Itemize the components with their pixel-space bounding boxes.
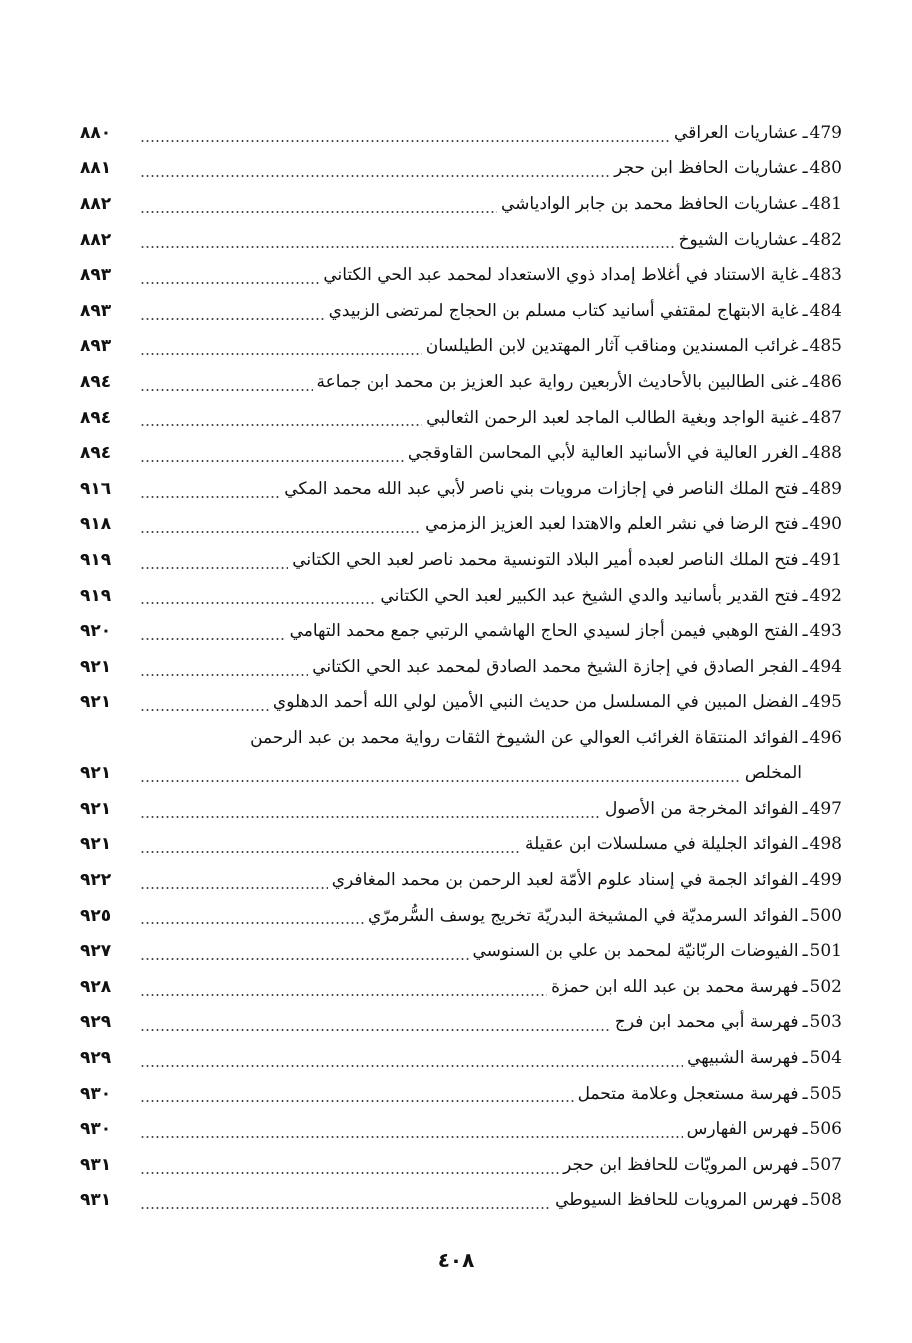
entry-page-number: ٩٢٨ bbox=[80, 976, 112, 997]
entry-number: 486 bbox=[809, 371, 842, 392]
page-number: ٤٠٨ bbox=[437, 1248, 475, 1272]
entry-page-number: ٩١٩ bbox=[80, 549, 112, 570]
dot-leader bbox=[140, 994, 547, 996]
toc-entry bbox=[80, 400, 842, 436]
toc-entry bbox=[80, 720, 842, 791]
entry-number: 496 bbox=[809, 727, 842, 748]
toc-entry bbox=[80, 471, 842, 507]
entry-page-number: ٩٢٥ bbox=[80, 905, 112, 926]
entry-page-number: ٩٢٧ bbox=[80, 941, 112, 962]
entry-page-number: ٩١٩ bbox=[80, 585, 112, 606]
entry-separator: ـ bbox=[802, 549, 808, 570]
entry-separator: ـ bbox=[802, 870, 808, 891]
entry-separator: ـ bbox=[802, 1154, 808, 1175]
entry-title: الفوائد المخرجة من الأصول bbox=[604, 798, 799, 819]
entry-title: عشاريات الشيوخ bbox=[678, 229, 799, 250]
entry-number: 504 bbox=[809, 1048, 842, 1069]
entry-number: 494 bbox=[809, 656, 842, 677]
toc-entry bbox=[80, 898, 842, 934]
dot-leader bbox=[140, 389, 313, 391]
entry-number: 487 bbox=[809, 407, 842, 428]
entry-page-number: ٩٢١ bbox=[80, 692, 112, 713]
entry-number: 501 bbox=[809, 941, 842, 962]
entry-title: غاية الابتهاج لمقتفي أسانيد كتاب مسلم بن الحجاج لمرتضى الزبيدي bbox=[328, 300, 799, 321]
entry-page-number: ٩٢٠ bbox=[80, 621, 112, 642]
entry-separator: ـ bbox=[802, 727, 808, 748]
entry-number: 482 bbox=[809, 229, 842, 250]
toc-entry bbox=[80, 507, 842, 543]
entry-number: 490 bbox=[809, 514, 842, 535]
entry-page-number: ٨٩٤ bbox=[80, 371, 112, 392]
entry-title: فهرسة محمد بن عبد الله ابن حمزة bbox=[551, 976, 799, 997]
dot-leader bbox=[140, 460, 404, 462]
entry-separator: ـ bbox=[802, 336, 808, 357]
entry-title: الغرر العالية في الأسانيد العالية لأبي المحاسن القاوقجي bbox=[407, 443, 799, 464]
dot-leader bbox=[140, 887, 328, 889]
toc-entry bbox=[80, 649, 842, 685]
toc-entry bbox=[80, 1147, 842, 1183]
entry-number: 479 bbox=[809, 122, 842, 143]
entry-page-number: ٩٢٢ bbox=[80, 870, 112, 891]
entry-separator: ـ bbox=[802, 656, 808, 677]
entry-separator: ـ bbox=[802, 976, 808, 997]
toc-entry bbox=[80, 862, 842, 898]
dot-leader bbox=[140, 353, 422, 355]
toc-entry bbox=[80, 1076, 842, 1112]
entry-title: فتح القدير بأسانيد والدي الشيخ عبد الكبير لعبد الحي الكتاني bbox=[380, 585, 799, 606]
entry-number: 493 bbox=[809, 621, 842, 642]
dot-leader bbox=[140, 211, 497, 213]
entry-separator: ـ bbox=[802, 158, 808, 179]
entry-separator: ـ bbox=[802, 1190, 808, 1211]
entry-page-number: ٩٢٩ bbox=[80, 1048, 112, 1069]
entry-title: فتح الملك الناصر في إجازات مرويات بني ناصر لأبي عبد الله محمد المكي bbox=[284, 478, 799, 499]
entry-page-number: ٨٩٣ bbox=[80, 336, 112, 357]
entry-separator: ـ bbox=[802, 407, 808, 428]
toc-entry bbox=[80, 257, 842, 293]
entry-title: الفتح الوهبي فيمن أجاز لسيدي الحاج الهاشمي الرتبي جمع محمد التهامي bbox=[289, 621, 799, 642]
dot-leader bbox=[140, 1136, 683, 1138]
entry-number: 484 bbox=[809, 300, 842, 321]
toc-entry bbox=[80, 435, 842, 471]
dot-leader bbox=[140, 780, 741, 782]
toc-entry bbox=[80, 1005, 842, 1041]
entry-page-number: ٩٣٠ bbox=[80, 1083, 112, 1104]
dot-leader bbox=[140, 816, 601, 818]
entry-number: 505 bbox=[809, 1083, 842, 1104]
entry-separator: ـ bbox=[802, 1048, 808, 1069]
entry-page-number: ٩٣١ bbox=[80, 1190, 112, 1211]
dot-leader bbox=[140, 1029, 611, 1031]
dot-leader bbox=[140, 1065, 683, 1067]
entry-separator: ـ bbox=[802, 193, 808, 214]
toc-entry bbox=[80, 791, 842, 827]
dot-leader bbox=[140, 1207, 551, 1209]
dot-leader bbox=[140, 140, 670, 142]
entry-number: 502 bbox=[809, 976, 842, 997]
entry-number: 491 bbox=[809, 549, 842, 570]
entry-title: فهرس المرويّات للحافظ ابن حجر bbox=[563, 1154, 799, 1175]
dot-leader bbox=[140, 282, 319, 284]
toc-entry bbox=[80, 578, 842, 614]
entry-title: الفوائد السرمديّة في المشيخة البدريّة تخريج يوسف السُّرمرّي bbox=[367, 905, 799, 926]
entry-title: فتح الملك الناصر لعبده أمير البلاد التونسية محمد ناصر لعبد الحي الكتاني bbox=[292, 549, 799, 570]
entry-title: غرائب المسندين ومناقب آثار المهتدين لابن الطيلسان bbox=[425, 336, 799, 357]
toc-entry bbox=[80, 1040, 842, 1076]
entry-separator: ـ bbox=[802, 621, 808, 642]
dot-leader bbox=[140, 922, 364, 924]
entry-separator: ـ bbox=[802, 478, 808, 499]
entry-page-number: ٨٩٤ bbox=[80, 443, 112, 464]
entry-number: 507 bbox=[809, 1154, 842, 1175]
dot-leader bbox=[140, 496, 280, 498]
entry-page-number: ٨٩٤ bbox=[80, 407, 112, 428]
entry-page-number: ٩٢١ bbox=[80, 656, 112, 677]
toc-entry bbox=[80, 1183, 842, 1219]
toc-entry bbox=[80, 222, 842, 258]
toc-entry bbox=[80, 1111, 842, 1147]
entry-number: 489 bbox=[809, 478, 842, 499]
dot-leader bbox=[140, 602, 376, 604]
entry-number: 503 bbox=[809, 1012, 842, 1033]
entry-number: 506 bbox=[809, 1119, 842, 1140]
toc-entry bbox=[80, 293, 842, 329]
entry-title-continued: المخلص bbox=[744, 763, 802, 784]
dot-leader bbox=[140, 318, 325, 320]
entry-title: فهرس المرويات للحافظ السيوطي bbox=[555, 1190, 799, 1211]
toc-entry bbox=[80, 186, 842, 222]
entry-title: عشاريات الحافظ ابن حجر bbox=[614, 158, 799, 179]
entry-title: الفجر الصادق في إجازة الشيخ محمد الصادق لمحمد عبد الحي الكتاني bbox=[312, 656, 799, 677]
entry-title: فهرس الفهارس bbox=[686, 1119, 799, 1140]
entry-number: 481 bbox=[809, 193, 842, 214]
entry-title: فهرسة أبي محمد ابن فرج bbox=[614, 1012, 799, 1033]
entry-page-number: ٩٢٩ bbox=[80, 1012, 112, 1033]
entry-page-number: ٩١٨ bbox=[80, 514, 112, 535]
entry-separator: ـ bbox=[802, 265, 808, 286]
toc-entry bbox=[80, 151, 842, 187]
entry-separator: ـ bbox=[802, 585, 808, 606]
entry-separator: ـ bbox=[802, 941, 808, 962]
dot-leader bbox=[140, 958, 469, 960]
entry-title: الفوائد الجليلة في مسلسلات ابن عقيلة bbox=[524, 834, 799, 855]
entry-separator: ـ bbox=[802, 229, 808, 250]
entry-page-number: ٨٨٢ bbox=[80, 193, 112, 214]
entry-page-number: ٩٢١ bbox=[80, 798, 112, 819]
entry-separator: ـ bbox=[802, 1119, 808, 1140]
dot-leader bbox=[140, 709, 269, 711]
dot-leader bbox=[140, 851, 521, 853]
entry-title: فتح الرضا في نشر العلم والاهتدا لعبد العزيز الزمزمي bbox=[425, 514, 799, 535]
entry-number: 495 bbox=[809, 692, 842, 713]
entry-number: 498 bbox=[809, 834, 842, 855]
entry-title: الفوائد الجمة في إسناد علوم الأمّة لعبد الرحمن بن محمد المغافري bbox=[331, 870, 799, 891]
entry-page-number: ٨٨١ bbox=[80, 158, 112, 179]
entry-title: فهرسة الشبيهي bbox=[687, 1048, 799, 1069]
toc-entry bbox=[80, 969, 842, 1005]
entry-number: 485 bbox=[809, 336, 842, 357]
entry-number: 488 bbox=[809, 443, 842, 464]
toc-entry bbox=[80, 933, 842, 969]
entry-number: 483 bbox=[809, 265, 842, 286]
entry-separator: ـ bbox=[802, 122, 808, 143]
table-of-contents bbox=[80, 115, 842, 1218]
entry-page-number: ٩١٦ bbox=[80, 478, 112, 499]
entry-page-number: ٨٩٣ bbox=[80, 265, 112, 286]
entry-number: 497 bbox=[809, 798, 842, 819]
entry-title: عشاريات الحافظ محمد بن جابر الوادياشي bbox=[501, 193, 799, 214]
dot-leader bbox=[140, 1172, 559, 1174]
toc-entry bbox=[80, 613, 842, 649]
entry-page-number: ٨٨٠ bbox=[80, 122, 112, 143]
dot-leader bbox=[140, 567, 288, 569]
entry-page-number: ٩٢١ bbox=[80, 763, 112, 784]
entry-number: 499 bbox=[809, 870, 842, 891]
dot-leader bbox=[140, 1100, 574, 1102]
toc-entry bbox=[80, 827, 842, 863]
dot-leader bbox=[140, 246, 675, 248]
entry-title: غنية الواجد وبغية الطالب الماجد لعبد الرحمن الثعالبي bbox=[426, 407, 799, 428]
entry-page-number: ٩٣١ bbox=[80, 1154, 112, 1175]
entry-title: غنى الطالبين بالأحاديث الأربعين رواية عبد العزيز بن محمد ابن جماعة bbox=[316, 371, 799, 392]
entry-separator: ـ bbox=[802, 371, 808, 392]
entry-number: 492 bbox=[809, 585, 842, 606]
entry-title: الفضل المبين في المسلسل من حديث النبي الأمين لولي الله أحمد الدهلوي bbox=[272, 692, 799, 713]
dot-leader bbox=[140, 175, 610, 177]
dot-leader bbox=[140, 674, 308, 676]
entry-title: الفوائد المنتقاة الغرائب العوالي عن الشيوخ الثقات رواية محمد بن عبد الرحمن bbox=[250, 727, 799, 748]
entry-number: 508 bbox=[809, 1190, 842, 1211]
entry-separator: ـ bbox=[802, 692, 808, 713]
dot-leader bbox=[140, 531, 421, 533]
entry-number: 480 bbox=[809, 158, 842, 179]
dot-leader bbox=[140, 424, 422, 426]
entry-page-number: ٨٨٢ bbox=[80, 229, 112, 250]
entry-separator: ـ bbox=[802, 514, 808, 535]
toc-entry bbox=[80, 685, 842, 721]
dot-leader bbox=[140, 638, 286, 640]
entry-title: عشاريات العراقي bbox=[674, 122, 799, 143]
entry-title: الفيوضات الربّانيّة لمحمد بن علي بن السنوسي bbox=[472, 941, 799, 962]
entry-separator: ـ bbox=[802, 443, 808, 464]
entry-separator: ـ bbox=[802, 834, 808, 855]
entry-title: غاية الاستناد في أغلاط إمداد ذوي الاستعداد لمحمد عبد الحي الكتاني bbox=[323, 265, 799, 286]
entry-separator: ـ bbox=[802, 905, 808, 926]
entry-page-number: ٩٣٠ bbox=[80, 1119, 112, 1140]
toc-entry bbox=[80, 115, 842, 151]
entry-separator: ـ bbox=[802, 300, 808, 321]
toc-entry bbox=[80, 329, 842, 365]
entry-separator: ـ bbox=[802, 798, 808, 819]
entry-number: 500 bbox=[809, 905, 842, 926]
entry-page-number: ٨٩٣ bbox=[80, 300, 112, 321]
entry-page-number: ٩٢١ bbox=[80, 834, 112, 855]
toc-entry bbox=[80, 364, 842, 400]
toc-entry bbox=[80, 542, 842, 578]
entry-separator: ـ bbox=[802, 1012, 808, 1033]
entry-title: فهرسة مستعجل وعلامة متحمل bbox=[577, 1083, 799, 1104]
entry-separator: ـ bbox=[802, 1083, 808, 1104]
